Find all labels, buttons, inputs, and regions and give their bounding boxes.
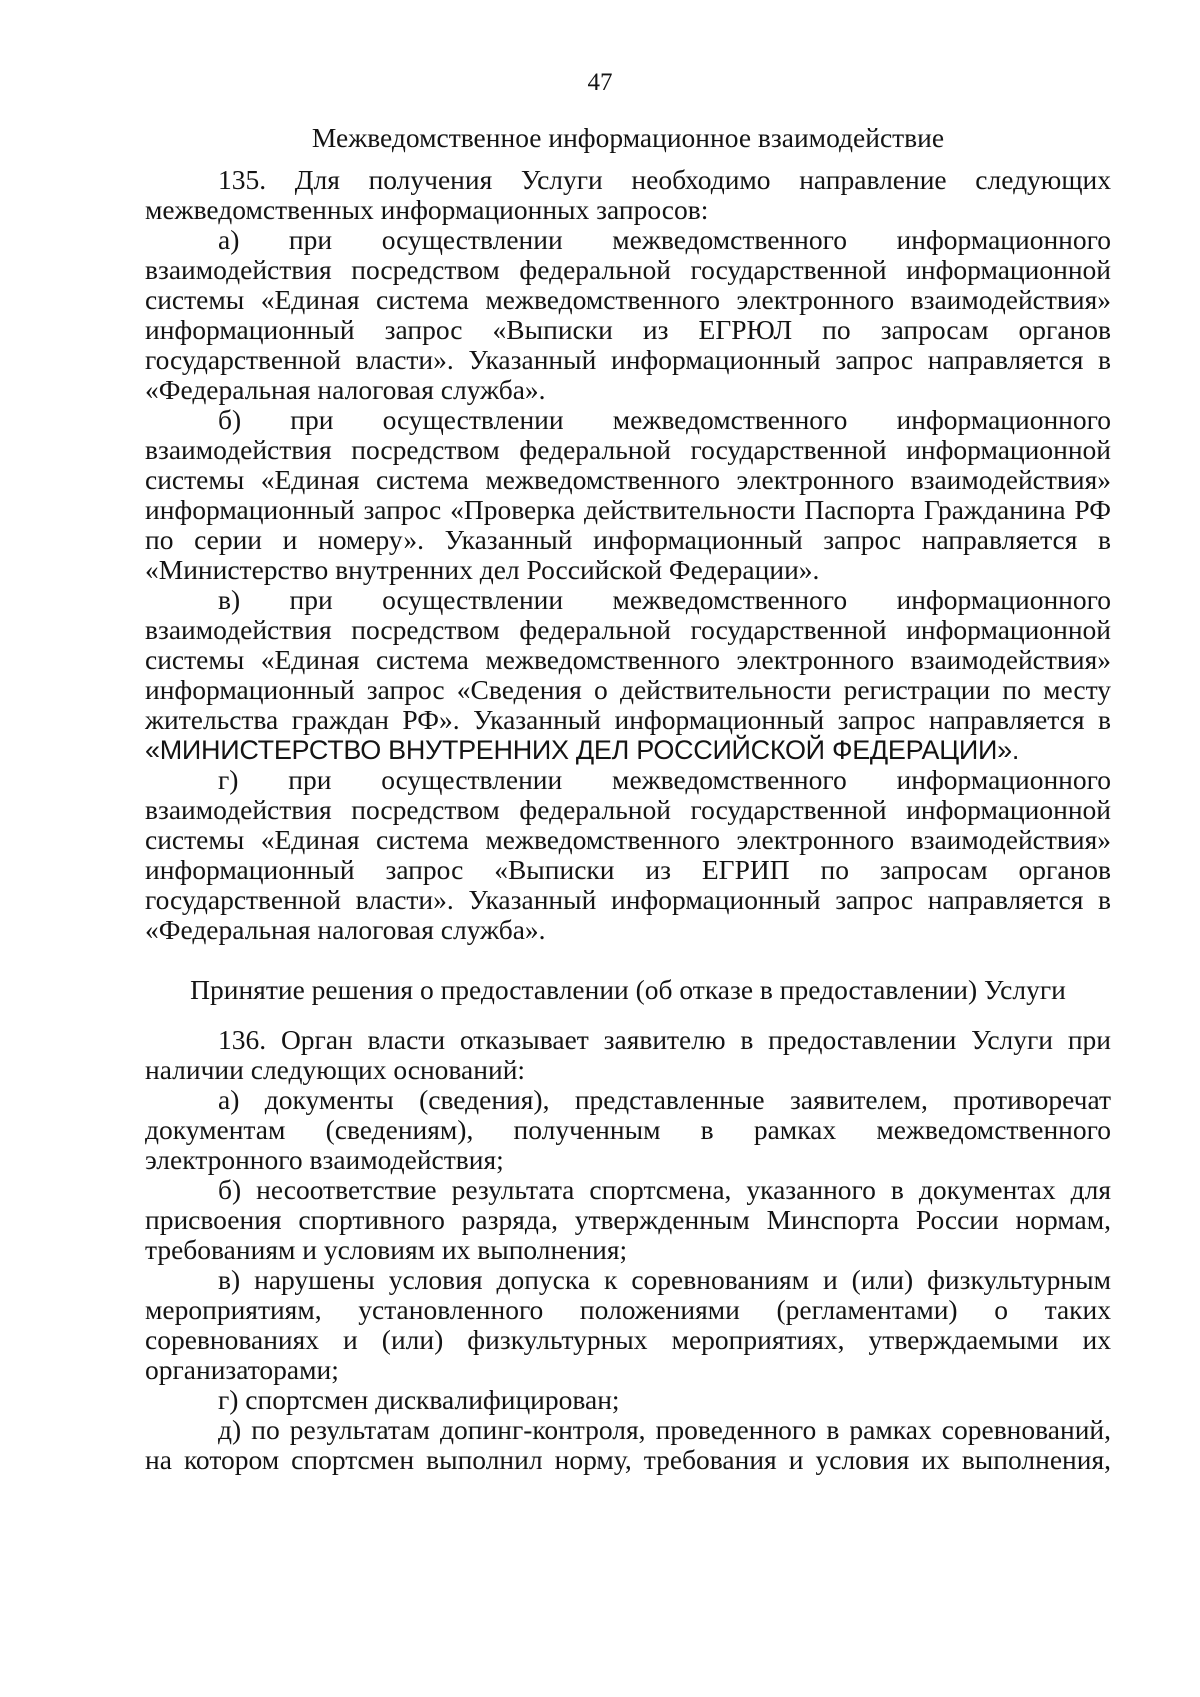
paragraph-line: а) документы (сведения), представленные заявителем, противоречат <box>218 1084 1111 1115</box>
paragraph-line: д) по результатам допинг-контроля, проведенного в рамках соревнований, <box>218 1414 1111 1445</box>
paragraph-line: соревнованиях и (или) физкультурных мероприятиях, утверждаемыми их <box>145 1324 1111 1355</box>
paragraph-line: г) спортсмен дисквалифицирован; <box>218 1384 620 1415</box>
paragraph-line: государственной власти». Указанный информационный запрос направляется в <box>145 884 1111 915</box>
paragraph-line: в) при осуществлении межведомственного информационного <box>218 584 1111 615</box>
paragraph-line: информационный запрос «Проверка действительности Паспорта Гражданина РФ <box>145 494 1111 525</box>
paragraph-line: системы «Единая система межведомственного электронного взаимодействия» <box>145 464 1111 495</box>
paragraph-line: электронного взаимодействия; <box>145 1144 504 1175</box>
paragraph-line: жительства граждан РФ». Указанный информационный запрос направляется в <box>145 704 1111 735</box>
paragraph-line: «МИНИСТЕРСТВО ВНУТРЕННИХ ДЕЛ РОССИЙСКОЙ ФЕДЕРАЦИИ». <box>145 735 1020 765</box>
paragraph-line: взаимодействия посредством федеральной государственной информационной <box>145 434 1111 465</box>
paragraph-line: информационный запрос «Сведения о действительности регистрации по месту <box>145 674 1111 705</box>
paragraph-line: б) несоответствие результата спортсмена, указанного в документах для <box>218 1174 1111 1205</box>
paragraph-line: «Министерство внутренних дел Российской Федерации». <box>145 554 820 585</box>
page-number: 47 <box>587 69 613 96</box>
paragraph-line: б) при осуществлении межведомственного информационного <box>218 404 1111 435</box>
paragraph-line: по серии и номеру». Указанный информационный запрос направляется в <box>145 524 1111 555</box>
paragraph-line: «Федеральная налоговая служба». <box>145 914 546 945</box>
paragraph-line: взаимодействия посредством федеральной государственной информационной <box>145 794 1111 825</box>
paragraph-line: государственной власти». Указанный информационный запрос направляется в <box>145 344 1111 375</box>
paragraph-line: наличии следующих оснований: <box>145 1054 526 1085</box>
paragraph-line: системы «Единая система межведомственного электронного взаимодействия» <box>145 824 1111 855</box>
paragraph-line: системы «Единая система межведомственного электронного взаимодействия» <box>145 644 1111 675</box>
paragraph-line: взаимодействия посредством федеральной государственной информационной <box>145 614 1111 645</box>
paragraph-line: информационный запрос «Выписки из ЕГРИП по запросам органов <box>145 854 1111 885</box>
paragraph-line: в) нарушены условия допуска к соревнованиям и (или) физкультурным <box>218 1264 1111 1295</box>
paragraph-line: системы «Единая система межведомственного электронного взаимодействия» <box>145 284 1111 315</box>
paragraph-line: 136. Орган власти отказывает заявителю в предоставлении Услуги при <box>218 1024 1111 1055</box>
section-heading-interagency: Межведомственное информационное взаимодействие <box>311 122 945 153</box>
paragraph-line: организаторами; <box>145 1354 339 1385</box>
paragraph-line: «Федеральная налоговая служба». <box>145 374 546 405</box>
paragraph-line: 135. Для получения Услуги необходимо направление следующих <box>218 164 1111 195</box>
paragraph-line: присвоения спортивного разряда, утвержденным Минспорта России нормам, <box>145 1204 1111 1235</box>
paragraph-line: межведомственных информационных запросов: <box>145 194 709 225</box>
paragraph-line: информационный запрос «Выписки из ЕГРЮЛ по запросам органов <box>145 314 1111 345</box>
paragraph-line: мероприятиям, установленного положениями (регламентами) о таких <box>145 1294 1111 1325</box>
paragraph-line: на котором спортсмен выполнил норму, требования и условия их выполнения, <box>145 1444 1111 1475</box>
paragraph-line: а) при осуществлении межведомственного информационного <box>218 224 1111 255</box>
section-heading-decision: Принятие решения о предоставлении (об отказе в предоставлении) Услуги <box>190 974 1066 1005</box>
paragraph-line: документам (сведениям), полученным в рамках межведомственного <box>145 1114 1111 1145</box>
paragraph-line: г) при осуществлении межведомственного информационного <box>218 764 1111 795</box>
paragraph-line: взаимодействия посредством федеральной государственной информационной <box>145 254 1111 285</box>
paragraph-line: требованиям и условиям их выполнения; <box>145 1234 628 1265</box>
